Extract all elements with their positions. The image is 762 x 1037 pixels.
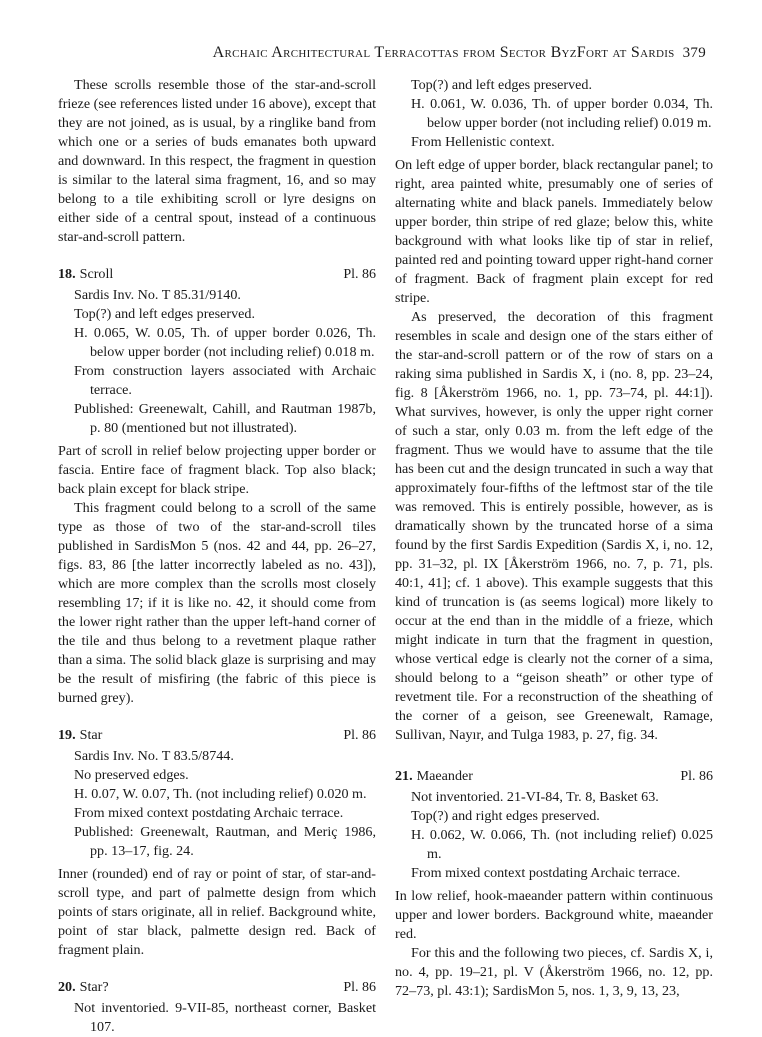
entry-number: 21. (395, 768, 413, 784)
entry-21-catalog-data (395, 788, 713, 883)
publication: Published: Greenewalt, Cahill, and Rautman 1987b, p. 80 (mentioned but not illustrated). (74, 401, 376, 436)
entry-21-heading (395, 767, 713, 786)
dimensions: H. 0.061, W. 0.036, Th. of upper border 0.034, Th. below upper border (not including relief) 0.019 m. (411, 96, 713, 131)
left-column (58, 76, 376, 1037)
inventory-number: Sardis Inv. No. T 85.31/9140. (74, 287, 241, 303)
entry-title: Scroll (79, 266, 114, 282)
dimensions: H. 0.07, W. 0.07, Th. (not including relief) 0.020 m. (74, 786, 367, 802)
preserved-edges: Top(?) and left edges preserved. (74, 306, 255, 322)
inventory-number: Not inventoried. 9-VII-85, northeast corner, Basket 107. (74, 1000, 376, 1035)
plate-reference: Pl. 86 (343, 728, 376, 743)
inventory-number: Not inventoried. 21-VI-84, Tr. 8, Basket 63. (411, 789, 659, 805)
intro-paragraph: These scrolls resemble those of the star-and-scroll frieze (see references listed under 16 above), except that they are not joined, as is usual, by a ringlike band from which one or a series of buds emanates both upward and downward. In this respect, the fragment in question is similar to the lateral sima fragment, 16, and so may belong to a tile exhibiting scroll or lyre designs on either side of a central spout, instead of a continuous star-and-scroll pattern. (58, 77, 376, 245)
find-context: From Hellenistic context. (411, 134, 555, 150)
entry-number: 19. (58, 727, 76, 743)
entry-21-description: In low relief, hook-maeander pattern within continuous upper and lower borders. Background white, maeander red. (395, 888, 713, 942)
dimensions: H. 0.062, W. 0.066, Th. (not including relief) 0.025 m. (411, 827, 713, 862)
dimensions: H. 0.065, W. 0.05, Th. of upper border 0.026, Th. below upper border (not including relief) 0.018 m. (74, 325, 376, 360)
find-context: From construction layers associated with Archaic terrace. (74, 363, 376, 398)
find-context: From mixed context postdating Archaic terrace. (74, 805, 344, 821)
plate-reference: Pl. 86 (343, 267, 376, 282)
entry-20-catalog-data-continued (395, 76, 713, 152)
entry-18-discussion: This fragment could belong to a scroll of the same type as those of two of the star-and-scroll tiles published in SardisMon 5 (nos. 42 and 44, pp. 26–27, figs. 83, 86 [the latter incorrectly labeled as no. 43]), which are more complex than the scrolls most closely resembling 17; if it is like no. 42, it should come from the lower right rather than the upper left-hand corner of the tile and thus belong to a revetment plaque rather than a sima. The solid black glaze is surprising and may be the result of misfiring (the fabric of this piece is burned grey). (58, 500, 376, 706)
plate-reference: Pl. 86 (343, 980, 376, 995)
page-number: 379 (682, 45, 706, 61)
entry-title: Star? (79, 979, 109, 995)
entry-number: 20. (58, 979, 76, 995)
entry-18-catalog-data (58, 286, 376, 438)
entry-title: Maeander (416, 768, 473, 784)
publication: Published: Greenewalt, Rautman, and Meriç 1986, pp. 13–17, fig. 24. (74, 824, 376, 859)
entry-title: Star (79, 727, 103, 743)
entry-21-discussion: For this and the following two pieces, cf. Sardis X, i, no. 4, pp. 19–21, pl. V (Åkerström 1966, no. 12, pp. 72–73, pl. 43:1); SardisMon 5, nos. 1, 3, 9, 13, 23, (395, 945, 713, 999)
preserved-edges: Top(?) and left edges preserved. (411, 77, 592, 93)
preserved-edges: No preserved edges. (74, 767, 189, 783)
plate-reference: Pl. 86 (680, 769, 713, 784)
entry-18-heading (58, 265, 376, 284)
running-title: Archaic Architectural Terracottas from Sector ByzFort at Sardis (212, 44, 675, 61)
right-column (395, 76, 713, 1001)
find-context: From mixed context postdating Archaic terrace. (411, 865, 681, 881)
entry-19-catalog-data (58, 747, 376, 861)
entry-19-description: Inner (rounded) end of ray or point of star, of star-and-scroll type, and part of palmette design from which points of stars originate, all in relief. Background white, point of star black, palmette design red. Back of fragment plain. (58, 866, 376, 958)
entry-20-discussion: As preserved, the decoration of this fragment resembles in scale and design one of the stars either of the star-and-scroll pattern or of the row of stars on a raking sima published in Sardis X, i (no. 8, pp. 23–24, fig. 8 [Åkerström 1966, no. 1, pp. 73–74, pl. 44:1]). What survives, however, is only the upper right corner of such a star, only 0.03 m. from the left edge of the fragment. Thus we would have to assume that the tile has been cut and the design truncated in such a way that approximately four-fifths of the leftmost star of the tile was removed. This is entirely possible, however, as is dramatically shown by the truncated horse of a sima found by the first Sardis Expedition (Sardis X, i, no. 12, pp. 31–32, pl. IX [Åkerström 1966, no. 7, p. 71, pls. 40:1, 41]; cf. 1 above). This example suggests that this kind of truncation is (as seems logical) more likely to occur at the end than in the middle of a frieze, which might indicate in turn that the fragment in question, whose vertical edge is clearly not the corner of a sima, should belong to a “geison sheath” or other type of revetment tile. For a reconstruction of the sheathing of the corner of a geison, see Greenewalt, Ramage, Sullivan, Nayır, and Tulga 1983, p. 27, fig. 34. (395, 309, 713, 743)
preserved-edges: Top(?) and right edges preserved. (411, 808, 600, 824)
entry-19-heading (58, 726, 376, 745)
entry-20-catalog-data (58, 999, 376, 1037)
entry-20-description: On left edge of upper border, black rectangular panel; to right, area painted white, presumably one of series of alternating white and black panels. Immediately below upper border, thin stripe of red glaze; below this, white background with what looks like tip of star in relief, painted red and pointing toward upper right-hand corner of fragment. Back of fragment plain except for red stripe. (395, 157, 713, 306)
entry-18-description: Part of scroll in relief below projecting upper border or fascia. Entire face of fragment black. Top also black; back plain except for black stripe. (58, 443, 376, 497)
inventory-number: Sardis Inv. No. T 83.5/8744. (74, 748, 234, 764)
entry-20-heading (58, 978, 376, 997)
running-header (82, 44, 706, 62)
entry-number: 18. (58, 266, 76, 282)
